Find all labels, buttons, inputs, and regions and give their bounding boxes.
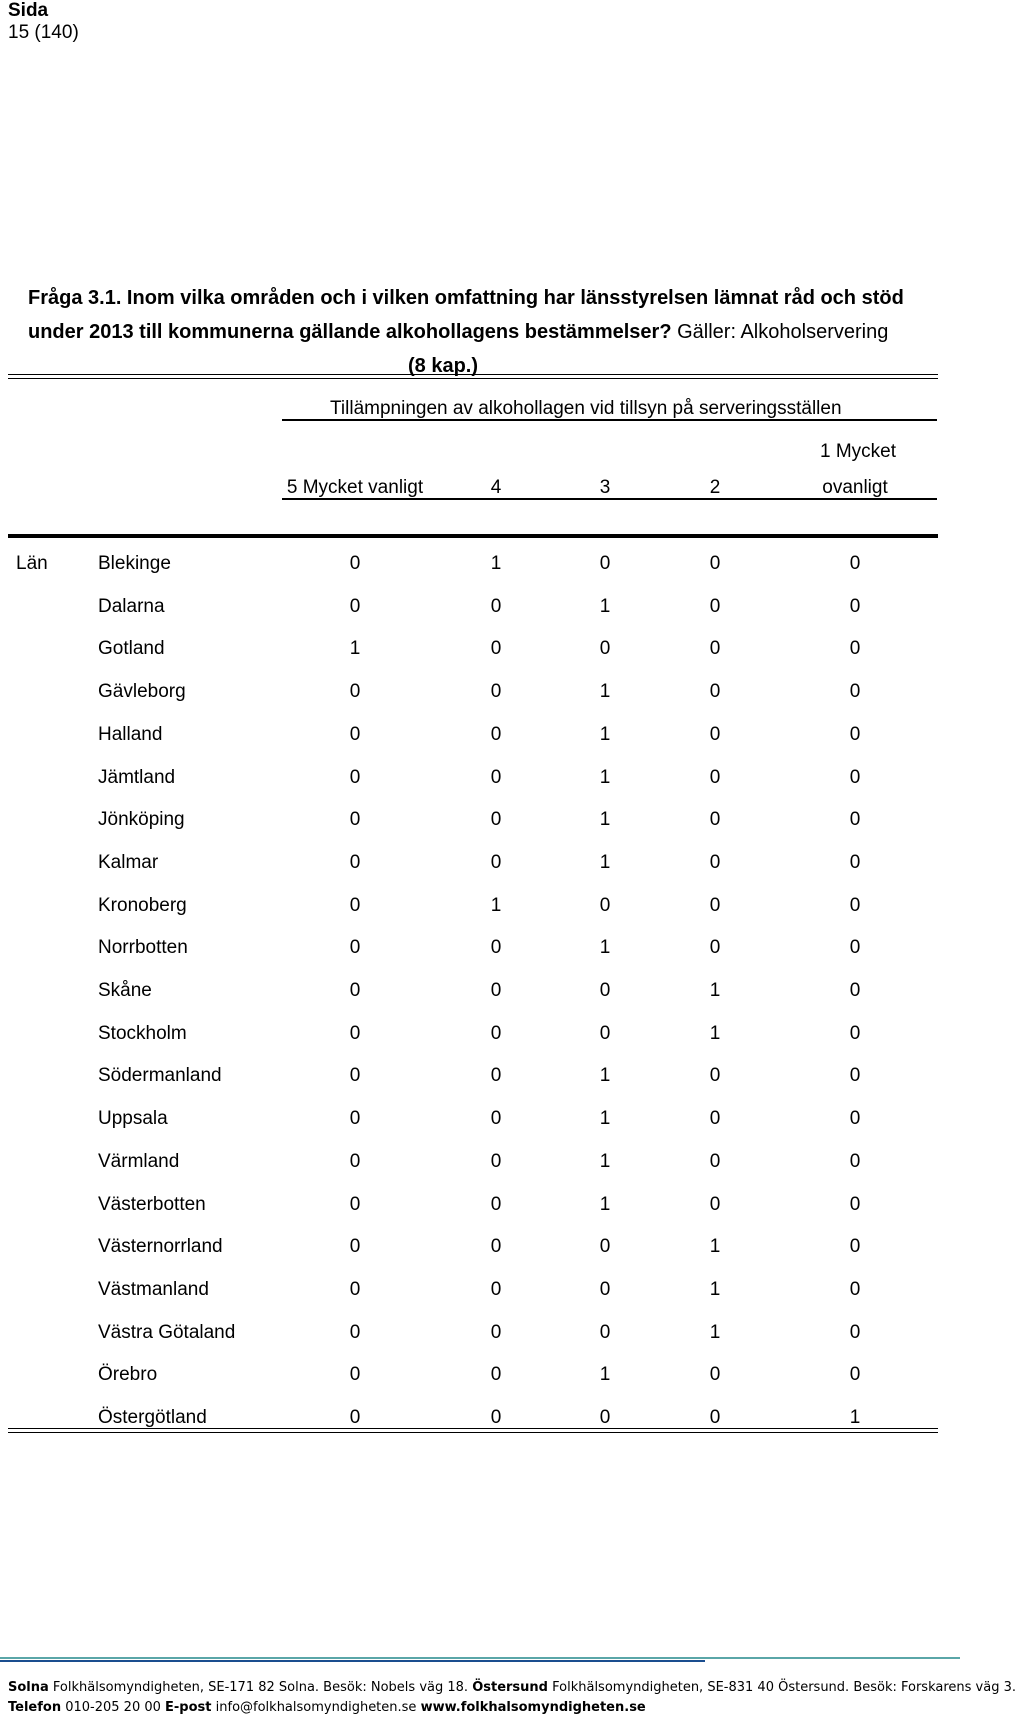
table-cell: 0: [349, 852, 361, 873]
table-row-name: Skåne: [98, 980, 152, 1001]
column-header-5-top: 1 Mycket: [819, 441, 897, 462]
table-cell: 0: [349, 724, 361, 745]
table-header-title: Tillämpningen av alkohollagen vid tillsyn på serveringsställen: [330, 398, 842, 419]
table-cell: 1: [599, 937, 611, 958]
table-cell: 1: [599, 852, 611, 873]
footer-ostersund-address: Folkhälsomyndigheten, SE-831 40 Östersund. Besök: Forskarens väg 3.: [552, 1680, 1016, 1695]
table-row-name: Blekinge: [98, 553, 171, 574]
table-cell: 0: [849, 980, 861, 1001]
table-cell: 0: [490, 1151, 502, 1172]
table-cell: 1: [709, 980, 721, 1001]
table-row-name: Uppsala: [98, 1108, 168, 1129]
table-row-name: Stockholm: [98, 1023, 187, 1044]
table-cell: 0: [490, 852, 502, 873]
table-cell: 0: [490, 1023, 502, 1044]
table-cell: 0: [490, 1108, 502, 1129]
table-cell: 1: [599, 809, 611, 830]
table-cell: 0: [490, 937, 502, 958]
table-cell: 0: [349, 895, 361, 916]
table-cell: 0: [849, 809, 861, 830]
table-row-name: Västmanland: [98, 1279, 209, 1300]
footer-ostersund-label: Östersund: [472, 1680, 548, 1695]
table-row-name: Värmland: [98, 1151, 180, 1172]
table-cell: 0: [599, 1236, 611, 1257]
table-cell: 0: [709, 553, 721, 574]
table-row-name: Gävleborg: [98, 681, 186, 702]
table-cell: 0: [709, 1364, 721, 1385]
footer-rule-teal: [0, 1657, 960, 1659]
table-cell: 0: [709, 809, 721, 830]
table-cell: 0: [599, 1407, 611, 1428]
table-cell: 1: [709, 1322, 721, 1343]
footer-line-2: [8, 1700, 646, 1716]
table-row-name: Södermanland: [98, 1065, 222, 1086]
table-cell: 1: [599, 1194, 611, 1215]
table-cell: 0: [349, 553, 361, 574]
table-cell: 0: [849, 596, 861, 617]
table-row-name: Örebro: [98, 1364, 158, 1385]
table-cell: 1: [599, 724, 611, 745]
footer-phone: 010-205 20 00: [65, 1700, 161, 1715]
column-header-rule: [282, 498, 937, 500]
table-cell: 0: [490, 1279, 502, 1300]
table-cell: 0: [349, 809, 361, 830]
column-header-3: 3: [599, 477, 611, 498]
table-cell: 1: [349, 638, 361, 659]
table-cell: 0: [349, 937, 361, 958]
table-cell: 1: [490, 553, 502, 574]
question-text: [28, 281, 928, 383]
column-header-4: 2: [709, 477, 721, 498]
table-row-name: Halland: [98, 724, 163, 745]
question-line3: (8 kap.): [407, 355, 479, 377]
footer-solna-address: Folkhälsomyndigheten, SE-171 82 Solna. Besök: Nobels väg 18.: [52, 1680, 469, 1695]
table-cell: 0: [349, 767, 361, 788]
table-cell: 0: [849, 638, 861, 659]
table-cell: 0: [849, 1322, 861, 1343]
table-cell: 1: [849, 1407, 861, 1428]
table-cell: 0: [349, 1407, 361, 1428]
table-cell: 0: [849, 895, 861, 916]
table-cell: 0: [849, 1364, 861, 1385]
question-bold: Fråga 3.1. Inom vilka områden och i vilken omfattning har länsstyrelsen lämnat råd och stöd under 2013 till kommunerna gällande alkohollagens bestämmelser?: [28, 287, 904, 343]
table-cell: 0: [599, 895, 611, 916]
table-cell: 0: [349, 596, 361, 617]
table-cell: 0: [849, 1151, 861, 1172]
table-row-name: Västerbotten: [98, 1194, 206, 1215]
table-cell: 0: [849, 1023, 861, 1044]
table-cell: 0: [709, 724, 721, 745]
table-cell: 0: [709, 1151, 721, 1172]
table-cell: 0: [709, 1065, 721, 1086]
table-row-name: Dalarna: [98, 596, 165, 617]
table-cell: 0: [709, 681, 721, 702]
table-cell: 0: [349, 1364, 361, 1385]
table-cell: 0: [490, 1194, 502, 1215]
table-row-name: Gotland: [98, 638, 165, 659]
page-header: [8, 0, 79, 44]
table-cell: 0: [490, 1364, 502, 1385]
table-cell: 0: [599, 553, 611, 574]
table-cell: 0: [599, 1322, 611, 1343]
footer-rule-blue: [0, 1660, 705, 1662]
table-cell: 0: [849, 724, 861, 745]
table-bottom-rule: [8, 1428, 938, 1433]
table-top-rule: [8, 374, 938, 379]
table-cell: 0: [490, 681, 502, 702]
table-row-name: Västra Götaland: [98, 1322, 236, 1343]
table-cell: 1: [599, 767, 611, 788]
table-cell: 0: [849, 1065, 861, 1086]
table-cell: 0: [490, 1322, 502, 1343]
table-cell: 0: [849, 1194, 861, 1215]
table-cell: 0: [849, 681, 861, 702]
table-cell: 0: [349, 1236, 361, 1257]
table-cell: 0: [709, 1108, 721, 1129]
footer-website: www.folkhalsomyndigheten.se: [420, 1700, 646, 1715]
table-cell: 0: [349, 1065, 361, 1086]
table-row-name: Västernorrland: [98, 1236, 223, 1257]
column-header-5-bottom: ovanligt: [822, 477, 888, 498]
header-title-rule: [282, 419, 937, 421]
table-cell: 1: [490, 895, 502, 916]
table-cell: 0: [709, 638, 721, 659]
column-header-1: 5 Mycket vanligt: [286, 477, 424, 498]
table-cell: 1: [709, 1236, 721, 1257]
table-cell: 0: [849, 1236, 861, 1257]
table-cell: 0: [599, 1279, 611, 1300]
footer-solna-label: Solna: [8, 1680, 49, 1695]
table-body-rule: [8, 534, 938, 538]
page-number: 15 (140): [8, 22, 79, 43]
table-cell: 0: [709, 1194, 721, 1215]
table-cell: 0: [349, 1151, 361, 1172]
table-cell: 0: [849, 852, 861, 873]
question-rest: Gäller: Alkoholservering: [677, 321, 889, 343]
table-cell: 0: [849, 553, 861, 574]
table-cell: 0: [349, 1322, 361, 1343]
table-cell: 0: [599, 980, 611, 1001]
table-cell: 0: [849, 1279, 861, 1300]
table-cell: 1: [599, 1065, 611, 1086]
table-cell: 1: [599, 1364, 611, 1385]
table-row-name: Östergötland: [98, 1407, 207, 1428]
footer-email: info@folkhalsomyndigheten.se: [215, 1700, 417, 1715]
table-cell: 0: [849, 1108, 861, 1129]
table-cell: 0: [490, 809, 502, 830]
table-row-name: Kalmar: [98, 852, 159, 873]
table-cell: 0: [490, 638, 502, 659]
table-row-name: Norrbotten: [98, 937, 188, 958]
table-cell: 1: [599, 1108, 611, 1129]
footer-line-1: [8, 1680, 1016, 1696]
table-cell: 1: [709, 1023, 721, 1044]
table-row-name: Jönköping: [98, 809, 185, 830]
page-label: Sida: [8, 0, 49, 21]
table-cell: 0: [490, 980, 502, 1001]
table-row-name: Kronoberg: [98, 895, 187, 916]
table-cell: 1: [599, 1151, 611, 1172]
table-cell: 0: [709, 596, 721, 617]
table-cell: 0: [849, 937, 861, 958]
table-cell: 1: [599, 681, 611, 702]
table-row-name: Jämtland: [98, 767, 176, 788]
table-cell: 0: [490, 724, 502, 745]
table-cell: 1: [709, 1279, 721, 1300]
table-cell: 0: [349, 1194, 361, 1215]
table-cell: 0: [709, 1407, 721, 1428]
table-cell: 0: [849, 767, 861, 788]
table-cell: 0: [490, 767, 502, 788]
footer-email-label: E-post: [165, 1700, 212, 1715]
table-cell: 1: [599, 596, 611, 617]
table-cell: 0: [599, 638, 611, 659]
table-cell: 0: [349, 1023, 361, 1044]
column-header-2: 4: [490, 477, 502, 498]
table-cell: 0: [709, 852, 721, 873]
table-cell: 0: [349, 1279, 361, 1300]
table-cell: 0: [490, 1407, 502, 1428]
table-cell: 0: [349, 681, 361, 702]
row-group-label: Län: [16, 553, 48, 574]
table-cell: 0: [709, 937, 721, 958]
table-cell: 0: [349, 980, 361, 1001]
table-cell: 0: [599, 1023, 611, 1044]
footer-phone-label: Telefon: [8, 1700, 62, 1715]
table-cell: 0: [349, 1108, 361, 1129]
table-cell: 0: [490, 1236, 502, 1257]
table-cell: 0: [709, 895, 721, 916]
table-cell: 0: [490, 596, 502, 617]
table-cell: 0: [709, 767, 721, 788]
table-cell: 0: [490, 1065, 502, 1086]
